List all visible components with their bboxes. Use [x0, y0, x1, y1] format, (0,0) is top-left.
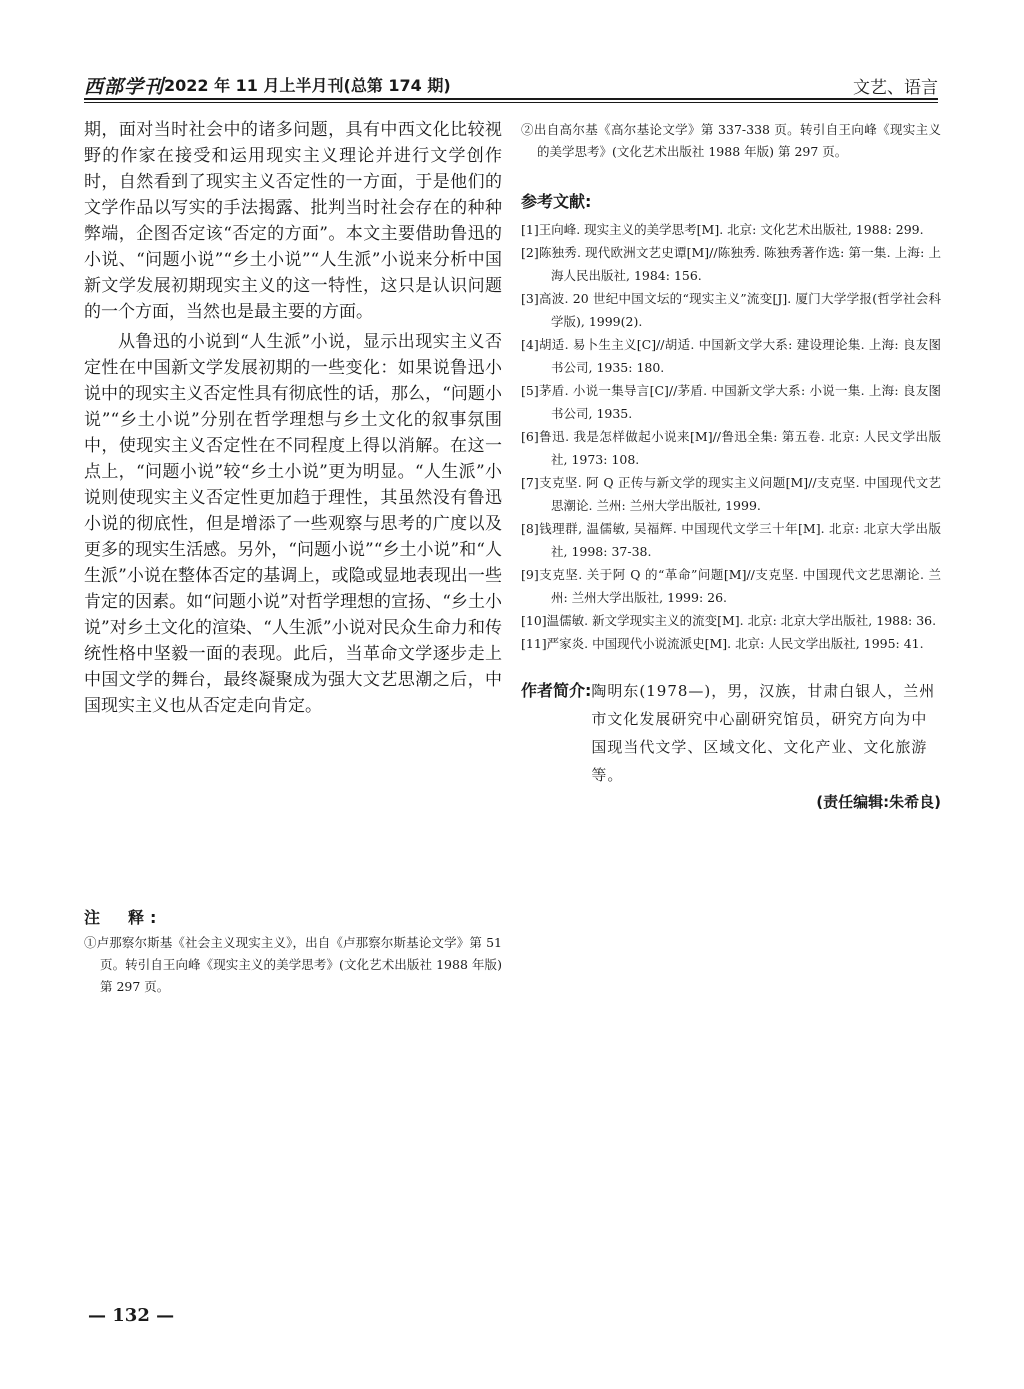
- notes-list: [84, 932, 502, 998]
- reference-item: [9]支克坚. 关于阿 Q 的“革命”问题[M]//支克坚. 中国现代文艺思潮论. 兰州: 兰州大学出版社, 1999: 26.: [521, 567, 941, 605]
- reference-item: [8]钱理群, 温儒敏, 吴福辉. 中国现代文学三十年[M]. 北京: 北京大学出版社, 1998: 37-38.: [521, 521, 941, 559]
- reference-item: [2]陈独秀. 现代欧洲文艺史谭[M]//陈独秀. 陈独秀著作选: 第一集. 上海: 上海人民出版社, 1984: 156.: [521, 245, 941, 283]
- header-rule: [84, 98, 938, 100]
- reference-item: [1]王向峰. 现实主义的美学思考[M]. 北京: 文化艺术出版社, 1988: 299.: [521, 222, 924, 237]
- journal-logo: 西部学刊: [84, 76, 165, 98]
- reference-item: [11]严家炎. 中国现代小说流派史[M]. 北京: 人民文学出版社, 1995: 41.: [521, 636, 924, 651]
- body-paragraph-2: 从鲁迅的小说到“人生派”小说，显示出现实主义否定性在中国新文学发展初期的一些变化：如果说鲁迅小说中的现实主义否定性具有彻底性的话，那么，“问题小说”“乡土小说”分别在哲学理想与乡土文化的叙事氛围中，使现实主义否定性在不同程度上得以消解。在这一点上，“问题小说”较“乡土小说”更为明显。“人生派”小说则使现实主义否定性更加趋于理性，其虽然没有鲁迅小说的彻底性，但是增添了一些观察与思考的广度以及更多的现实生活感。另外，“问题小说”“乡土小说”和“人生派”小说在整体否定的基调上，或隐或显地表现出一些肯定的因素。如“问题小说”对哲学理想的宣扬、“乡土小说”对乡土文化的渲染、“人生派”小说对民众生命力和传统性格中坚毅一面的表现。此后，当革命文学逐步走上中国文学的舞台，最终凝聚成为强大文艺思潮之后，中国现实主义也从否定走向肯定。: [84, 332, 502, 716]
- right-column: [521, 119, 941, 812]
- left-column: [84, 117, 502, 719]
- reference-item: [3]高波. 20 世纪中国文坛的“现实主义”流变[J]. 厦门大学学报(哲学社会科学版), 1999(2).: [521, 291, 941, 329]
- running-header: [84, 70, 938, 96]
- notes-title: 注 释:: [84, 908, 163, 927]
- author-bio-text: 陶明东(1978—)，男，汉族，甘肃白银人，兰州市文化发展研究中心副研究馆员，研究方向为中国现当代文学、区域文化、文化产业、文化旅游等。: [591, 682, 936, 784]
- editor-credit: (责任编辑:朱希良): [816, 793, 941, 811]
- author-bio: [521, 677, 941, 789]
- note-item: ①卢那察尔斯基《社会主义现实主义》，出自《卢那察尔斯基论文学》第 51 页。转引自王向峰《现实主义的美学思考》(文化艺术出版社 1988 年版) 第 297 页。: [84, 935, 502, 994]
- reference-item: [10]温儒敏. 新文学现实主义的流变[M]. 北京: 北京大学出版社, 1988: 36.: [521, 613, 937, 628]
- section-name: 文艺、语言: [853, 78, 938, 98]
- references-title: 参考文献:: [521, 192, 592, 211]
- issue-info: 2022 年 11 月上半月刊(总第 174 期): [164, 76, 451, 95]
- reference-item: [4]胡适. 易卜生主义[C]//胡适. 中国新文学大系: 建设理论集. 上海: 良友图书公司, 1935: 180.: [521, 337, 941, 375]
- body-paragraph-1: 期，面对当时社会中的诸多问题，具有中西文化比较视野的作家在接受和运用现实主义理论并进行文学创作时，自然看到了现实主义否定性的一方面，于是他们的文学作品以写实的手法揭露、批判当时社会存在的种种弊端，企图否定该“否定的方面”。本文主要借助鲁迅的小说、“问题小说”“乡土小说”“人生派”小说来分析中国新文学发展初期现实主义的这一特性，这只是认识问题的一个方面，当然也是最主要的方面。: [84, 120, 502, 322]
- author-bio-label: 作者简介:: [521, 681, 592, 700]
- header-rule-thin: [84, 102, 938, 103]
- references-list: [521, 218, 941, 655]
- reference-item: [6]鲁迅. 我是怎样做起小说来[M]//鲁迅全集: 第五卷. 北京: 人民文学出版社, 1973: 108.: [521, 429, 941, 467]
- reference-item: [5]茅盾. 小说一集导言[C]//茅盾. 中国新文学大系: 小说一集. 上海: 良友图书公司, 1935.: [521, 383, 941, 421]
- reference-item: [7]支克坚. 阿 Q 正传与新文学的现实主义问题[M]//支克坚. 中国现代文艺思潮论. 兰州: 兰州大学出版社, 1999.: [521, 475, 941, 513]
- note-item: ②出自高尔基《高尔基论文学》第 337-338 页。转引自王向峰《现实主义的美学思考》(文化艺术出版社 1988 年版) 第 297 页。: [521, 122, 941, 159]
- page-number: — 132 —: [88, 1305, 175, 1326]
